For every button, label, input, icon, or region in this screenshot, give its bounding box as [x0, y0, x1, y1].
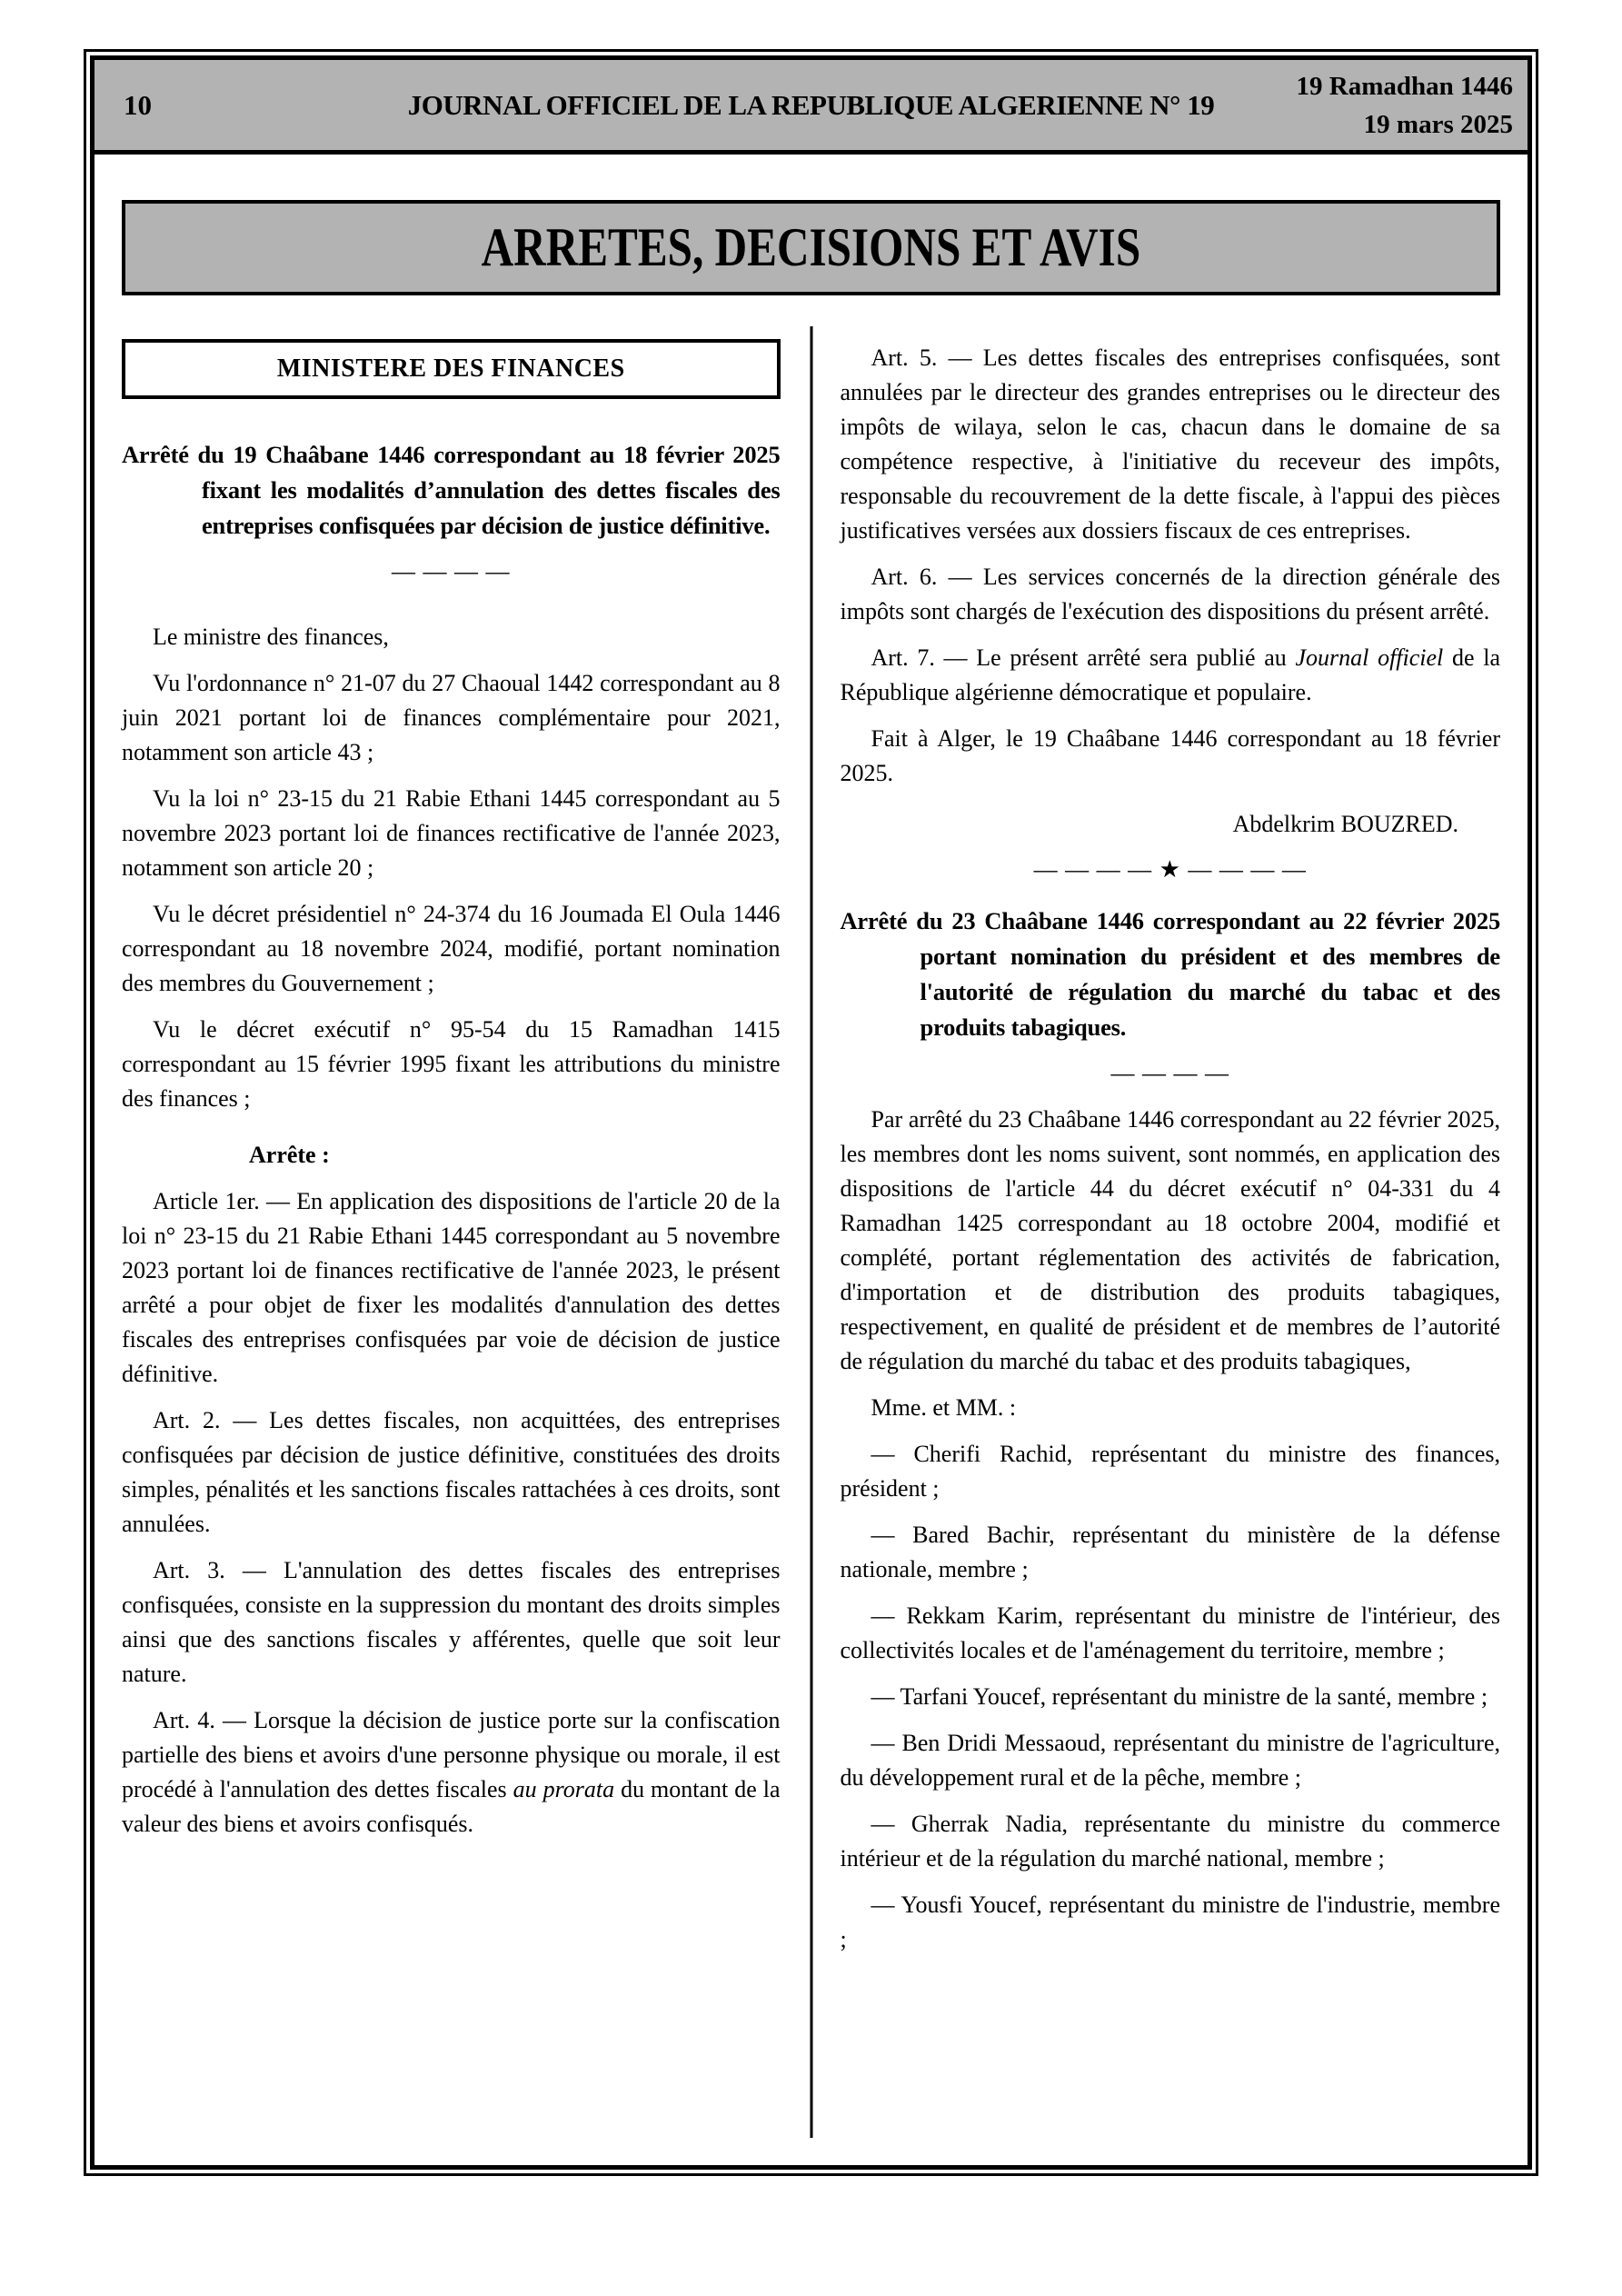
right-column	[811, 326, 1501, 2165]
date-hijri: 19 Ramadhan 1446	[1296, 71, 1513, 101]
article-4-text-end: du montant de la valeur des biens et avoirs confisqués.	[122, 1776, 781, 1837]
column-divider	[810, 326, 812, 2138]
article-paragraph-3: Art. 3. — L'annulation des dettes fiscales des entreprises confisquées, consiste en la suppression du montant des droits simples ainsi que des sanctions fiscales y afférentes, quelle que soit leur nature.	[122, 1557, 781, 1687]
member-item: — Gherrak Nadia, représentante du ministre du commerce intérieur et de la régulation du marché national, membre ;	[840, 1811, 1500, 1872]
star-separator: — — — — ★ — — — —	[1033, 856, 1307, 883]
section-banner	[122, 200, 1500, 295]
separator-dashes-2: — — — —	[1110, 1060, 1229, 1086]
separator-dashes-1: — — — —	[392, 558, 511, 584]
journal-title: JOURNAL OFFICIEL DE LA REPUBLIQUE ALGERIENNE N° 19	[407, 88, 1215, 121]
signature: Abdelkrim BOUZRED.	[1232, 811, 1458, 837]
header-dates	[1297, 67, 1514, 144]
article-paragraph-2: Art. 2. — Les dettes fiscales, non acquittées, des entreprises confisquées par décision de justice définitive, constituées des droits simples, pénalités et les sanctions fiscales rattachées à ces droits, sont annulées.	[122, 1407, 781, 1537]
article-paragraph-7	[841, 641, 1501, 710]
section-banner-title: ARRETES, DECISIONS ET AVIS	[481, 217, 1141, 277]
article-paragraph-4	[122, 1703, 781, 1842]
fait-a-alger: Fait à Alger, le 19 Chaâbane 1446 correspondant au 18 février 2025.	[840, 725, 1500, 786]
visa-paragraph: Vu la loi n° 23-15 du 21 Rabie Ethani 1445 correspondant au 5 novembre 2023 portant loi de finances rectificative de l'année 2023, notamment son article 20 ;	[122, 785, 781, 881]
decree-title-1: Arrêté du 19 Chaâbane 1446 correspondant au 18 février 2025 fixant les modalités d’annulation des dettes fiscales des entreprises confisquées par décision de justice définitive.	[122, 441, 781, 539]
member-item: — Cherifi Rachid, représentant du ministre des finances, président ;	[840, 1441, 1500, 1502]
member-item: — Tarfani Youcef, représentant du ministre de la santé, membre ;	[871, 1683, 1488, 1710]
visa-paragraph: Vu l'ordonnance n° 21-07 du 27 Chaoual 1442 correspondant au 8 juin 2021 portant loi de finances complémentaire pour 2021, notamment son article 43 ;	[122, 670, 781, 765]
article-7-text-end: de la République algérienne démocratique et populaire.	[840, 644, 1500, 705]
par-arrete-paragraph: Par arrêté du 23 Chaâbane 1446 correspondant au 22 février 2025, les membres dont les noms suivent, sont nommés, en application des dispositions de l'article 44 du décret exécutif n° 04-331 du 4 Ramadhan 1425 correspondant au 18 octobre 2004, modifié et complété, portant réglementation des activités de fabrication, d'importation et de distribution des produits tabagiques, respectivement, en qualité de président et de membres de l’autorité de régulation du marché du tabac et des produits tabagiques,	[840, 1106, 1500, 1374]
civility-line: Mme. et MM. :	[871, 1394, 1017, 1421]
article-paragraph-1: Article 1er. — En application des dispositions de l'article 20 de la loi n° 23-15 du 21 Rabie Ethani 1445 correspondant au 5 novembre 2023 portant loi de finances rectificative de l'année 2023, le présent arrêté a pour objet de fixer les modalités d'annulation des dettes fiscales des entreprises confisquées par voie de décision de justice définitive.	[122, 1188, 781, 1387]
intro-paragraph: Le ministre des finances,	[153, 624, 389, 650]
page-frame	[84, 49, 1538, 2176]
member-item: — Ben Dridi Messaoud, représentant du ministre de l'agriculture, du développement rural et de la pêche, membre ;	[840, 1730, 1500, 1791]
article-7-text: Art. 7. — Le présent arrêté sera publié au	[871, 644, 1296, 671]
visa-paragraph: Vu le décret présidentiel n° 24-374 du 16 Joumada El Oula 1446 correspondant au 18 novembre 2024, modifié, portant nomination des membres du Gouvernement ;	[122, 901, 781, 996]
date-gregorian: 19 mars 2025	[1363, 109, 1513, 139]
page-number: 10	[124, 88, 152, 121]
decree-title-2: Arrêté du 23 Chaâbane 1446 correspondant au 22 février 2025 portant nomination du président et des membres de l'autorité de régulation du marché du tabac et des produits tabagiques.	[840, 907, 1500, 1041]
article-paragraph-6: Art. 6. — Les services concernés de la direction générale des impôts sont chargés de l'exécution des dispositions du présent arrêté.	[840, 564, 1500, 624]
article-4-text: Art. 4. — Lorsque la décision de justice porte sur la confiscation partielle des biens et avoirs d'une personne physique ou morale, il est procédé à l'annulation des dettes fiscales	[122, 1707, 781, 1802]
arrete-label: Arrête :	[249, 1142, 330, 1168]
member-item: — Rekkam Karim, représentant du ministre de l'intérieur, des collectivités locales et de l'aménagement du territoire, membre ;	[840, 1602, 1500, 1663]
journal-officiel-italic: Journal officiel	[1295, 644, 1444, 671]
page-frame-inner	[90, 55, 1532, 2170]
left-column	[122, 326, 811, 2165]
ministry-title: MINISTERE DES FINANCES	[276, 354, 625, 383]
page-header	[95, 60, 1527, 155]
member-item: — Bared Bachir, représentant du ministère de la défense nationale, membre ;	[840, 1522, 1500, 1582]
visa-paragraph: Vu le décret exécutif n° 95-54 du 15 Ramadhan 1415 correspondant au 15 février 1995 fixant les attributions du ministre des finances ;	[122, 1016, 781, 1112]
article-paragraph-5: Art. 5. — Les dettes fiscales des entreprises confisquées, sont annulées par le directeur des grandes entreprises ou le directeur des impôts de wilaya, selon le cas, chacun dans le domaine de sa compétence respective, à l'initiative du receveur des impôts, responsable du recouvrement de la dette fiscale, à l'appui des pièces justificatives versées aux dossiers fiscaux de ces entreprises.	[840, 344, 1500, 544]
member-item: — Yousfi Youcef, représentant du ministre de l'industrie, membre ;	[840, 1892, 1500, 1952]
ministry-box	[122, 339, 781, 399]
italic-phrase: au prorata	[512, 1776, 615, 1802]
content-columns	[95, 326, 1527, 2165]
